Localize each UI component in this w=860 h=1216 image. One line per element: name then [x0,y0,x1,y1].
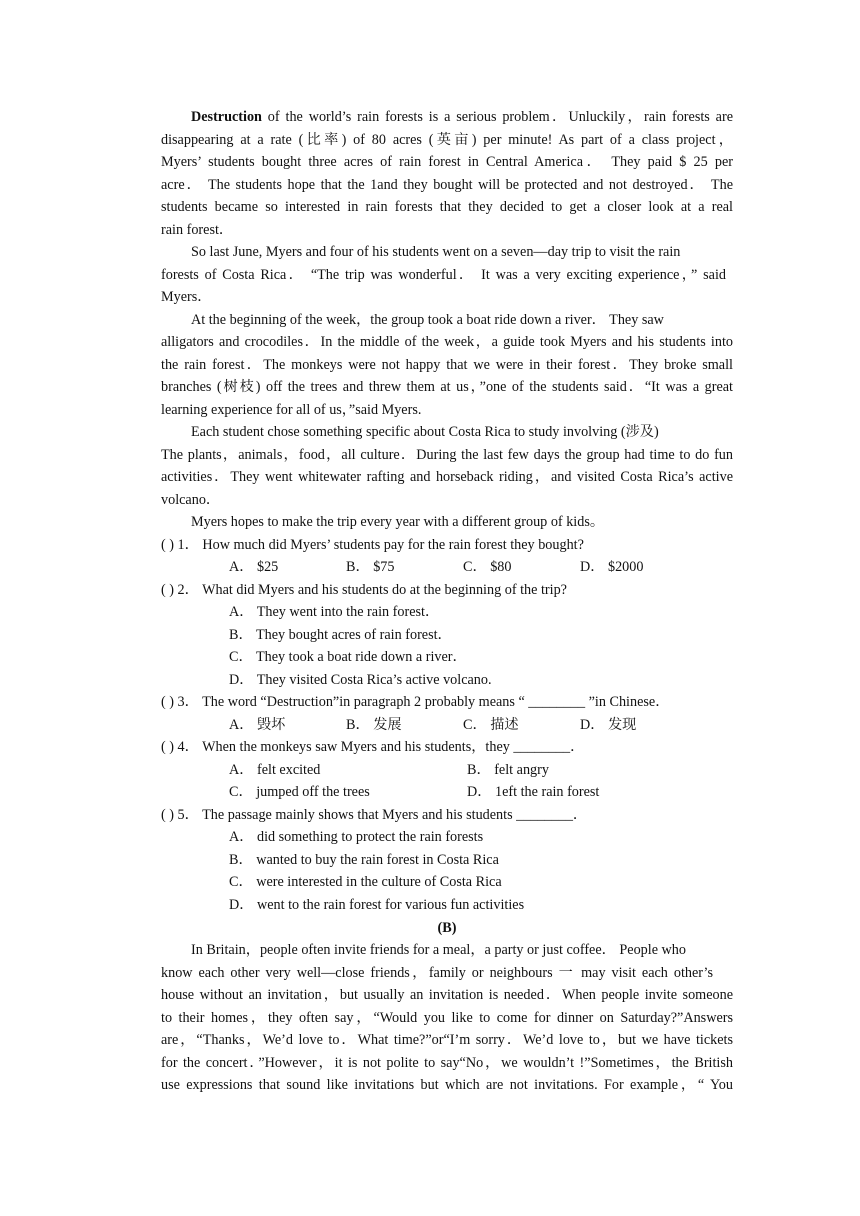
passage-b-line: In Britain，people often invite friends for a meal，a party or just coffee． People who [191,942,686,958]
passage-a-line: The plants，animals，food，all culture．During the last few days the group had time to do fun [161,447,733,463]
question-2-option-b: B． They bought acres of rain forest． [229,627,452,643]
passage-a-line: learning experience for all of us，”said Myers. [161,402,422,418]
passage-a-line: So last June, Myers and four of his students went on a seven—day trip to visit the rain [191,244,681,260]
passage-b-line: are，“Thanks，We’d love to．What time?”or“I’m sorry．We’d love to，but we have tickets [161,1032,733,1048]
passage-a-line: Each student chose something specific about Costa Rica to study involving (涉及) [191,424,659,440]
question-5-option-c: C． were interested in the culture of Costa Rica [229,874,502,890]
passage-a-line: forests of Costa Rica． “The trip was wonderful． It was a very exciting experience，” said [161,267,726,283]
question-1-option-a: A． $25 [229,559,279,575]
passage-a-line: acre． The students hope that the 1and they bought will be protected and not destroyed． The [161,177,733,193]
passage-b-line: for the concert．”However，it is not polite to say“No，we wouldn’t !”Sometimes，the British [161,1055,733,1071]
passage-a-line: At the beginning of the week，the group took a boat ride down a river． They saw [191,312,664,328]
passage-a-line [191,106,733,129]
passage-a-line: Myers． [161,289,212,305]
passage-a-line: the rain forest．The monkeys were not happy that we were in their forest．They broke small [161,357,733,373]
passage-a-line: rain forest． [161,222,234,238]
passage-a-line: Myers hopes to make the trip every year with a different group of kids。 [191,514,605,530]
passage-a-text: of the world’s rain forests is a serious problem．Unluckily，rain forests are [261,109,733,125]
passage-a-line: disappearing at a rate (比率) of 80 acres (英亩) per minute! As part of a class project， [161,132,733,148]
passage-b-line: know each other very well—close friends，family or neighbours 一 may visit each other’s [161,965,713,981]
passage-a-line: alligators and crocodiles．In the middle of the week，a guide took Myers and his students into [161,334,733,350]
question-2-option-d: D． They visited Costa Rica’s active volcano. [229,672,492,688]
question-5-option-b: B． wanted to buy the rain forest in Costa Rica [229,852,499,868]
passage-a-line: volcano． [161,492,221,508]
question-3-option-a: A． 毁坏 [229,717,286,733]
question-2-option-a: A． They went into the rain forest． [229,604,440,620]
passage-a-line: students became so interested in rain forests that they decided to get a closer look at a real [161,199,733,215]
question-2-stem: ( ) 2． What did Myers and his students do at the beginning of the trip? [161,582,567,598]
question-1-option-b: B． $75 [346,559,395,575]
passage-b-line: use expressions that sound like invitations but which are not invitations. For example，“ You [161,1077,733,1093]
question-2-option-c: C． They took a boat ride down a river． [229,649,467,665]
question-3-option-d: D． 发现 [580,717,637,733]
destruction-keyword: Destruction [191,109,262,125]
passage-a-line: activities．They went whitewater rafting and horseback riding，and visited Costa Rica’s active [161,469,733,485]
question-4-option-c: C． jumped off the trees [229,784,370,800]
passage-a-line: branches (树枝) off the trees and threw them at us，”one of the students said．“It was a great [161,379,733,395]
question-4-option-b: B． felt angry [467,762,549,778]
question-4-option-a: A． felt excited [229,762,321,778]
question-1-stem: ( ) 1． How much did Myers’ students pay for the rain forest they bought? [161,537,584,553]
question-4-option-d: D． 1eft the rain forest [467,784,600,800]
question-1-option-d: D． $2000 [580,559,644,575]
question-1-option-c: C． $80 [463,559,512,575]
question-5-stem: ( ) 5． The passage mainly shows that Myers and his students ________． [161,807,588,823]
question-3-option-c: C． 描述 [463,717,519,733]
question-5-option-d: D． went to the rain forest for various fun activities [229,897,525,913]
question-5-option-a: A． did something to protect the rain forests [229,829,484,845]
section-b-heading: (B) [437,920,457,936]
passage-a-line: Myers’ students bought three acres of rain forest in Central America． They paid $ 25 per [161,154,733,170]
passage-b-line: house without an invitation，but usually an invitation is needed．When people invite someone [161,987,733,1003]
question-4-stem: ( ) 4． When the monkeys saw Myers and his students，they ________． [161,739,585,755]
passage-b-line: to their homes，they often say，“Would you like to come for dinner on Saturday?”Answers [161,1010,733,1026]
question-3-stem: ( ) 3． The word “Destruction”in paragraph 2 probably means “ ________ ”in Chinese． [161,694,670,710]
question-3-option-b: B． 发展 [346,717,402,733]
